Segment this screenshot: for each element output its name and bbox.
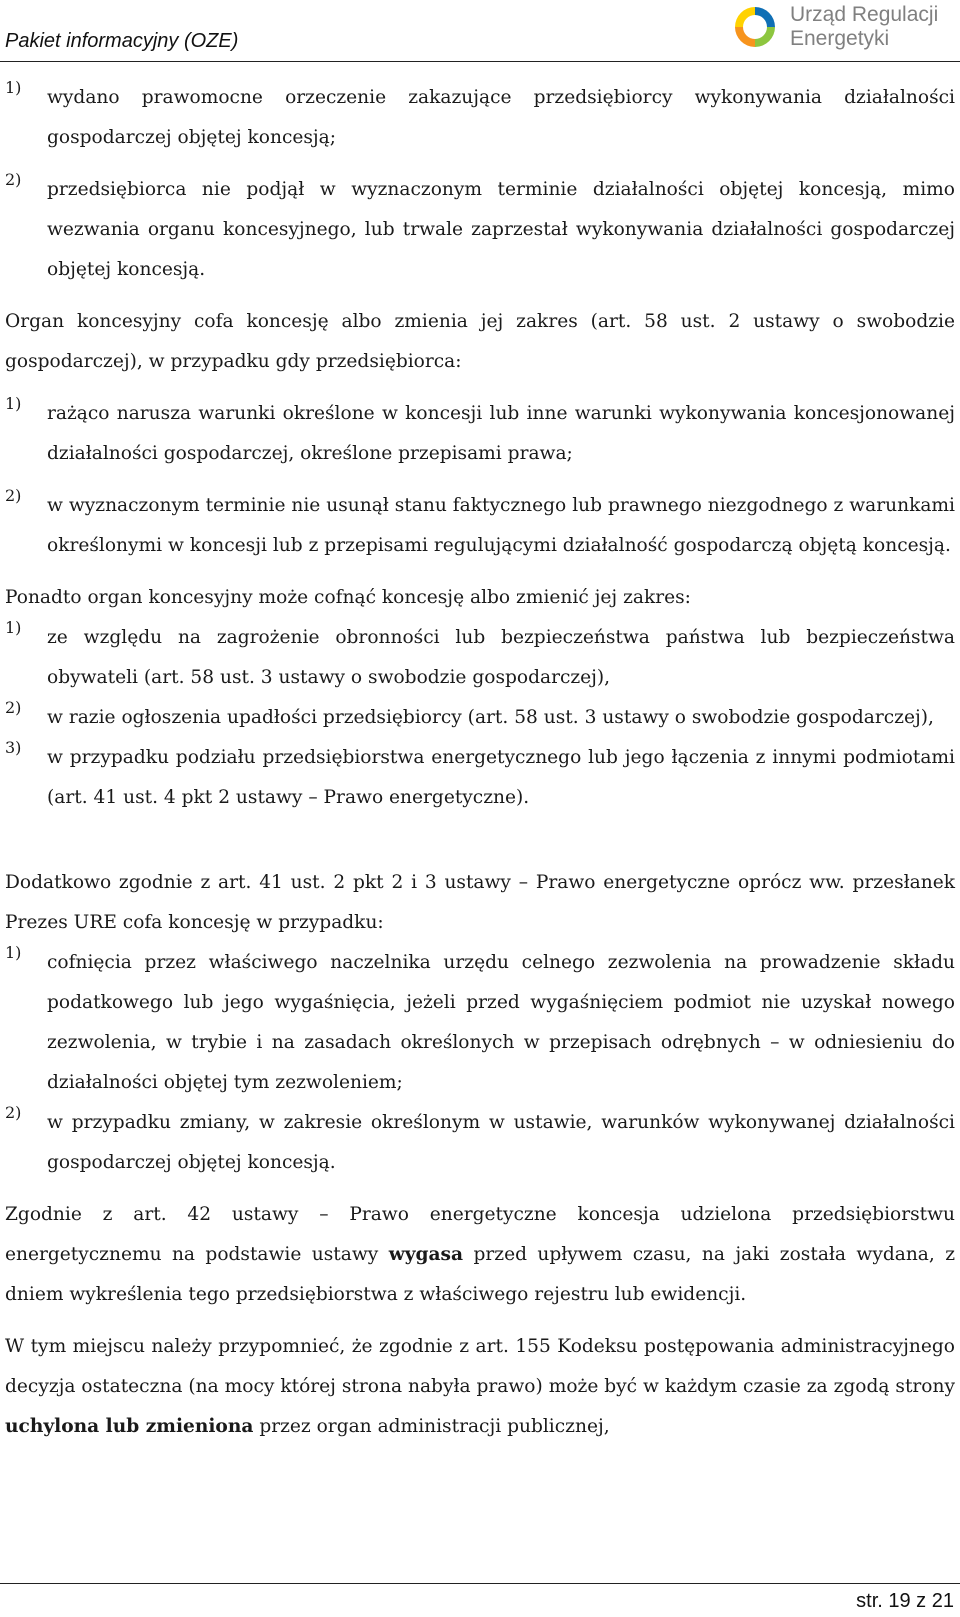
- list-number: 1): [5, 943, 22, 962]
- list-number: 1): [5, 394, 22, 413]
- text-run: Zgodnie z art. 42 ustawy – Prawo energetyczne koncesja udzielona przedsiębiorstwu energetycznemu na podstawie ustawy: [5, 1204, 955, 1265]
- ure-logo-text: [790, 3, 938, 51]
- paragraph-cofa: Organ koncesyjny cofa koncesję albo zmienia jej zakres (art. 58 ust. 2 ustawy o swobodzie gospodarczej), w przypadku gdy przedsiębiorca:: [5, 311, 955, 372]
- list-item: [5, 943, 955, 1103]
- page-header: [0, 0, 960, 62]
- list-number: 2): [5, 486, 22, 505]
- ure-logo-icon: [730, 2, 780, 52]
- list-text: w razie ogłoszenia upadłości przedsiębiorcy (art. 58 ust. 3 ustawy o swobodzie gospodarczej),: [47, 707, 934, 728]
- page-number: str. 19 z 21: [856, 1590, 954, 1612]
- paragraph-zgodnie: [5, 1195, 955, 1315]
- list-number: 1): [5, 618, 22, 637]
- document-body: [5, 78, 955, 1447]
- list-text: cofnięcia przez właściwego naczelnika urzędu celnego zezwolenia na prowadzenie składu podatkowego lub jego wygaśnięcia, jeżeli przed wygaśnięciem podmiot nie uzyskał nowego zezwolenia, w trybie i na zasadach określonych w przepisach odrębnych – w odniesieniu do działalności objętej tym zezwoleniem;: [47, 952, 955, 1093]
- header-divider: [0, 61, 960, 62]
- list-text: rażąco narusza warunki określone w koncesji lub inne warunki wykonywania koncesjonowanej działalności gospodarczej, określone przepisami prawa;: [47, 403, 955, 464]
- document-title: Pakiet informacyjny (OZE): [5, 30, 239, 52]
- ure-logo: [730, 2, 958, 54]
- list-item: [5, 738, 955, 818]
- list-item: [5, 486, 955, 566]
- paragraph-w-tym: [5, 1327, 955, 1447]
- list-text: przedsiębiorca nie podjął w wyznaczonym terminie działalności objętej koncesją, mimo wezwania organu koncesyjnego, lub trwale zaprzestał wykonywania działalności gospodarczej objętej koncesją.: [47, 179, 955, 280]
- list-text: w przypadku zmiany, w zakresie określonym w ustawie, warunków wykonywanej działalności gospodarczej objętej koncesją.: [47, 1112, 955, 1173]
- list-text: w przypadku podziału przedsiębiorstwa energetycznego lub jego łączenia z innymi podmiotami (art. 41 ust. 4 pkt 2 ustawy – Prawo energetyczne).: [47, 747, 955, 808]
- list-item: [5, 698, 955, 738]
- list-text: ze względu na zagrożenie obronności lub bezpieczeństwa państwa lub bezpieczeństwa obywateli (art. 58 ust. 3 ustawy o swobodzie gospodarczej),: [47, 627, 955, 688]
- paragraph-ponadto: Ponadto organ koncesyjny może cofnąć koncesję albo zmienić jej zakres:: [5, 587, 691, 608]
- text-run: przez organ administracji publicznej,: [253, 1416, 610, 1437]
- list-number: 2): [5, 1103, 22, 1122]
- list-number: 3): [5, 738, 22, 757]
- paragraph-dodatkowo: Dodatkowo zgodnie z art. 41 ust. 2 pkt 2 i 3 ustawy – Prawo energetyczne oprócz ww. przesłanek Prezes URE cofa koncesję w przypadku:: [5, 872, 955, 933]
- list-number: 1): [5, 78, 22, 97]
- bold-text: uchylona lub zmieniona: [5, 1416, 254, 1437]
- text-run: W tym miejscu należy przypomnieć, że zgodnie z art. 155 Kodeksu postępowania administracyjnego decyzja ostateczna (na mocy której strona nabyła prawo) może być w każdym czasie za zgodą strony: [5, 1336, 955, 1397]
- list-item: [5, 78, 955, 158]
- list-text: w wyznaczonym terminie nie usunął stanu faktycznego lub prawnego niezgodnego z warunkami określonymi w koncesji lub z przepisami regulującymi działalność gospodarczą objętą koncesją.: [47, 495, 955, 556]
- footer-divider: [0, 1583, 960, 1584]
- bold-text: wygasa: [388, 1244, 464, 1265]
- logo-line-2: Energetyki: [790, 27, 890, 50]
- list-number: 2): [5, 170, 22, 189]
- logo-line-1: Urząd Regulacji: [790, 3, 939, 26]
- list-item: [5, 394, 955, 474]
- list-item: [5, 1103, 955, 1183]
- list-item: [5, 618, 955, 698]
- text-run: przed upływem czasu, na jaki została wydana, z dniem wykreślenia tego przedsiębiorstwa z właściwego rejestru lub ewidencji.: [5, 1244, 956, 1305]
- list-text: wydano prawomocne orzeczenie zakazujące przedsiębiorcy wykonywania działalności gospodarczej objętej koncesją;: [47, 87, 955, 148]
- list-number: 2): [5, 698, 22, 717]
- list-item: [5, 170, 955, 290]
